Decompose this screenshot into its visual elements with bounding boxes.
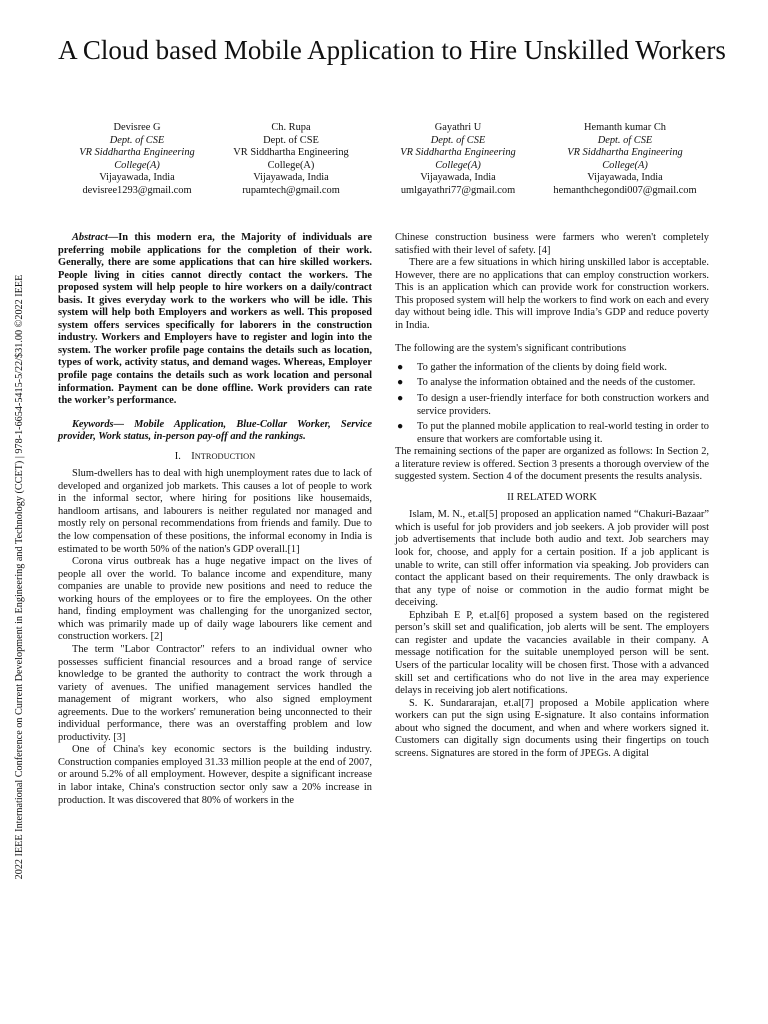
author-college: VR Siddhartha Engineering	[400, 147, 516, 159]
list-item-text: To design a user-friendly interface for both construction workers and service providers.	[417, 393, 709, 417]
body-paragraph: Chinese construction business were farmers who weren't completely satisfied with their level of safety. [4]	[395, 232, 709, 256]
author-dept: Dept. of CSE	[597, 134, 653, 146]
author-dept: Dept. of CSE	[109, 134, 165, 146]
abstract-text: —In this modern era, the Majority of individuals are preferring mobile applications for the completion of their work. Generally, there are some applications that can hire skilled workers. People living in cities cannot directly contact the workers. The proposed system will help people to hire workers on a daily/contract basis. It gives everyday work to the workers who will be idle. This system will help both Employers and workers as well. This proposed system offers services specifically for laborers in the construction industry. Workers and Employers have to register and login into the system. The worker profile page contains the details such as location, types of work, activity status, and demand wages. Whereas, Employer profile page contains the details such as work location and personal information. Payment can be done offline. Work providers can rate the worker’s performance.	[58, 232, 372, 407]
keywords-text: — Mobile Application, Blue-Collar Worker, Service provider, Work status, in-person pay-off and the rankings.	[58, 418, 372, 443]
bullet-icon: ●	[397, 377, 404, 389]
list-item	[395, 421, 709, 446]
right-column	[395, 232, 709, 760]
intro-paragraph: The term "Labor Contractor" refers to an individual owner who possesses sufficient financial resources and a broad range of service knowledge to be granted the authority to contract the work through a variety of avenues. The unified management services handled the management of migrant workers, who also signed employment agreements. Due to the workers' remuneration being unconnected to their individual performance, there was an overstaffing problem and low productivity. [3]	[58, 643, 372, 743]
author-block	[52, 122, 752, 202]
bullet-icon: ●	[397, 393, 404, 405]
author-email: devisree1293@gmail.com	[82, 184, 192, 196]
list-item-text: To analyse the information obtained and the needs of the customer.	[417, 377, 696, 389]
paper-title: A Cloud based Mobile Application to Hire Unskilled Workers	[58, 35, 726, 65]
list-item-text: To put the planned mobile application to real-world testing in order to ensure that workers are comfortable using it.	[417, 421, 709, 445]
contributions-list	[395, 362, 709, 446]
list-item	[395, 377, 709, 390]
author-3	[373, 122, 543, 198]
contributions-intro: The following are the system's significant contributions	[395, 343, 626, 355]
author-college-suffix: College(A)	[602, 159, 648, 171]
intro-paragraph: One of China's key economic sectors is the building industry. Construction companies employed 31.33 million people at the end of 2007, or around 5.2% of all employment. However, despite a significant increase in labor intake, China's construction sector only saw a 20% increase in production. It was discovered that 80% of workers in the	[58, 744, 372, 806]
section-title-rest: NTRODUCTION	[194, 451, 256, 461]
author-name: Gayathri U	[434, 122, 482, 133]
author-city: Vijayawada, India	[587, 172, 663, 184]
section-heading-related-work: II RELATED WORK	[507, 491, 597, 503]
abstract	[58, 232, 372, 408]
author-college-suffix: College(A)	[267, 159, 315, 171]
author-college-suffix: College(A)	[114, 159, 160, 171]
list-item	[395, 362, 709, 375]
author-dept: Dept. of CSE	[263, 134, 319, 146]
author-4	[540, 122, 710, 198]
author-name: Ch. Rupa	[271, 122, 311, 133]
author-dept: Dept. of CSE	[430, 134, 486, 146]
body-paragraph: There are a few situations in which hiring unskilled labor is acceptable. However, there are no applications that can employ construction workers. This is an application which can provide work for construction workers. This proposed system will help the workers to find work on each and every day without being idle. This will improve India’s GDP and reduce poverty in India.	[395, 257, 709, 331]
section-numeral: I.	[174, 450, 181, 462]
author-name: Hemanth kumar Ch	[584, 122, 666, 133]
author-college: VR Siddhartha Engineering	[233, 147, 349, 159]
abstract-label: Abstract	[72, 232, 108, 243]
section-heading-introduction	[58, 451, 372, 464]
author-city: Vijayawada, India	[99, 172, 175, 184]
keywords-label: Keywords	[72, 418, 114, 430]
intro-paragraph: Corona virus outbreak has a huge negative impact on the lives of people all over the world. To balance income and expenditure, many companies are unable to provide new positions and need to reduce the working hours of the employees or to fire the employees. On the other hand, finding employment was challenging for the unorganized sector, which was primarily made up of daily wage labourers like cement and construction workers. [2]	[58, 556, 372, 643]
author-name: Devisree G	[113, 122, 161, 133]
author-email: rupamtech@gmail.com	[242, 184, 340, 196]
related-paragraph: Islam, M. N., et.al[5] proposed an application named “Chakuri-Bazaar” which is useful for job providers and job seekers. A job provider will post job advertisements that include both audio and text. Job searchers may look for, choose, and apply for a certain position. If a job applicant is unable to write, can still offer information via speaking. Job providers can contact the applicant based on their requirements. The only drawback is that any type of noise or commotion in the audio format might be deceiving.	[395, 509, 709, 609]
author-email: umlgayathri77@gmail.com	[400, 184, 516, 196]
author-college: VR Siddhartha Engineering	[567, 147, 683, 159]
related-paragraph: Ephzibah E P, et.al[6] proposed a system based on the registered person’s skill set and qualification, job alerts will be sent. The employers can register and update the vacancies available in their company. A message notification for the suitable unemployed person will be sent. Users of the particular locality will be chosen first. Those with a advanced skill set and certifications who do not live in the area may experience delays in receiving job alert notifications.	[395, 609, 709, 697]
list-item	[395, 393, 709, 418]
author-college: VR Siddhartha Engineering	[79, 147, 195, 159]
bullet-icon: ●	[397, 421, 404, 433]
list-item-text: To gather the information of the clients by doing field work.	[417, 361, 668, 373]
author-1	[52, 122, 222, 198]
organization-paragraph: The remaining sections of the paper are organized as follows: In Section 2, a literature review is offered. Section 3 presents a thorough overview of the suggested system. Section 4 of the document presents the results analysis.	[395, 446, 709, 483]
author-college-suffix: College(A)	[435, 159, 481, 171]
conference-side-note: 2022 IEEE International Conference on Current Development in Engineering and Technology (CCET) | 978-1-6654-5415-5/22/$31.00 ©2022 IEEE	[14, 274, 25, 880]
author-city: Vijayawada, India	[420, 172, 496, 184]
author-city: Vijayawada, India	[253, 172, 329, 184]
related-paragraph: S. K. Sundararajan, et.al[7] proposed a Mobile application where workers can put the sign using E-signature. It also contains information about who signed the document, and when and where workers signed it. Customers can digitally sign documents using their fingertips on touch screens. Signatures are stored in the form of JPEGs. A digital	[395, 697, 709, 759]
author-email: hemanthchegondi007@gmail.com	[553, 184, 697, 196]
section-title-initial: I	[191, 450, 195, 462]
author-2	[206, 122, 376, 198]
bullet-icon: ●	[397, 361, 404, 373]
left-column	[58, 232, 372, 807]
keywords	[58, 419, 372, 444]
intro-paragraph: Slum-dwellers has to deal with high unemployment rates due to lack of developed and organized job markets. This causes a lot of people to work in the informal sector, where hiring for positions like housemaids, handloom artisans, and labourers is neither regulated nor managed and mostly rely on personal recommendations from friends and family. Due to the low compensation of these positions, the informal economy in India is estimated to be worth 50% of the nation's GDP overall.[1]	[58, 468, 372, 555]
